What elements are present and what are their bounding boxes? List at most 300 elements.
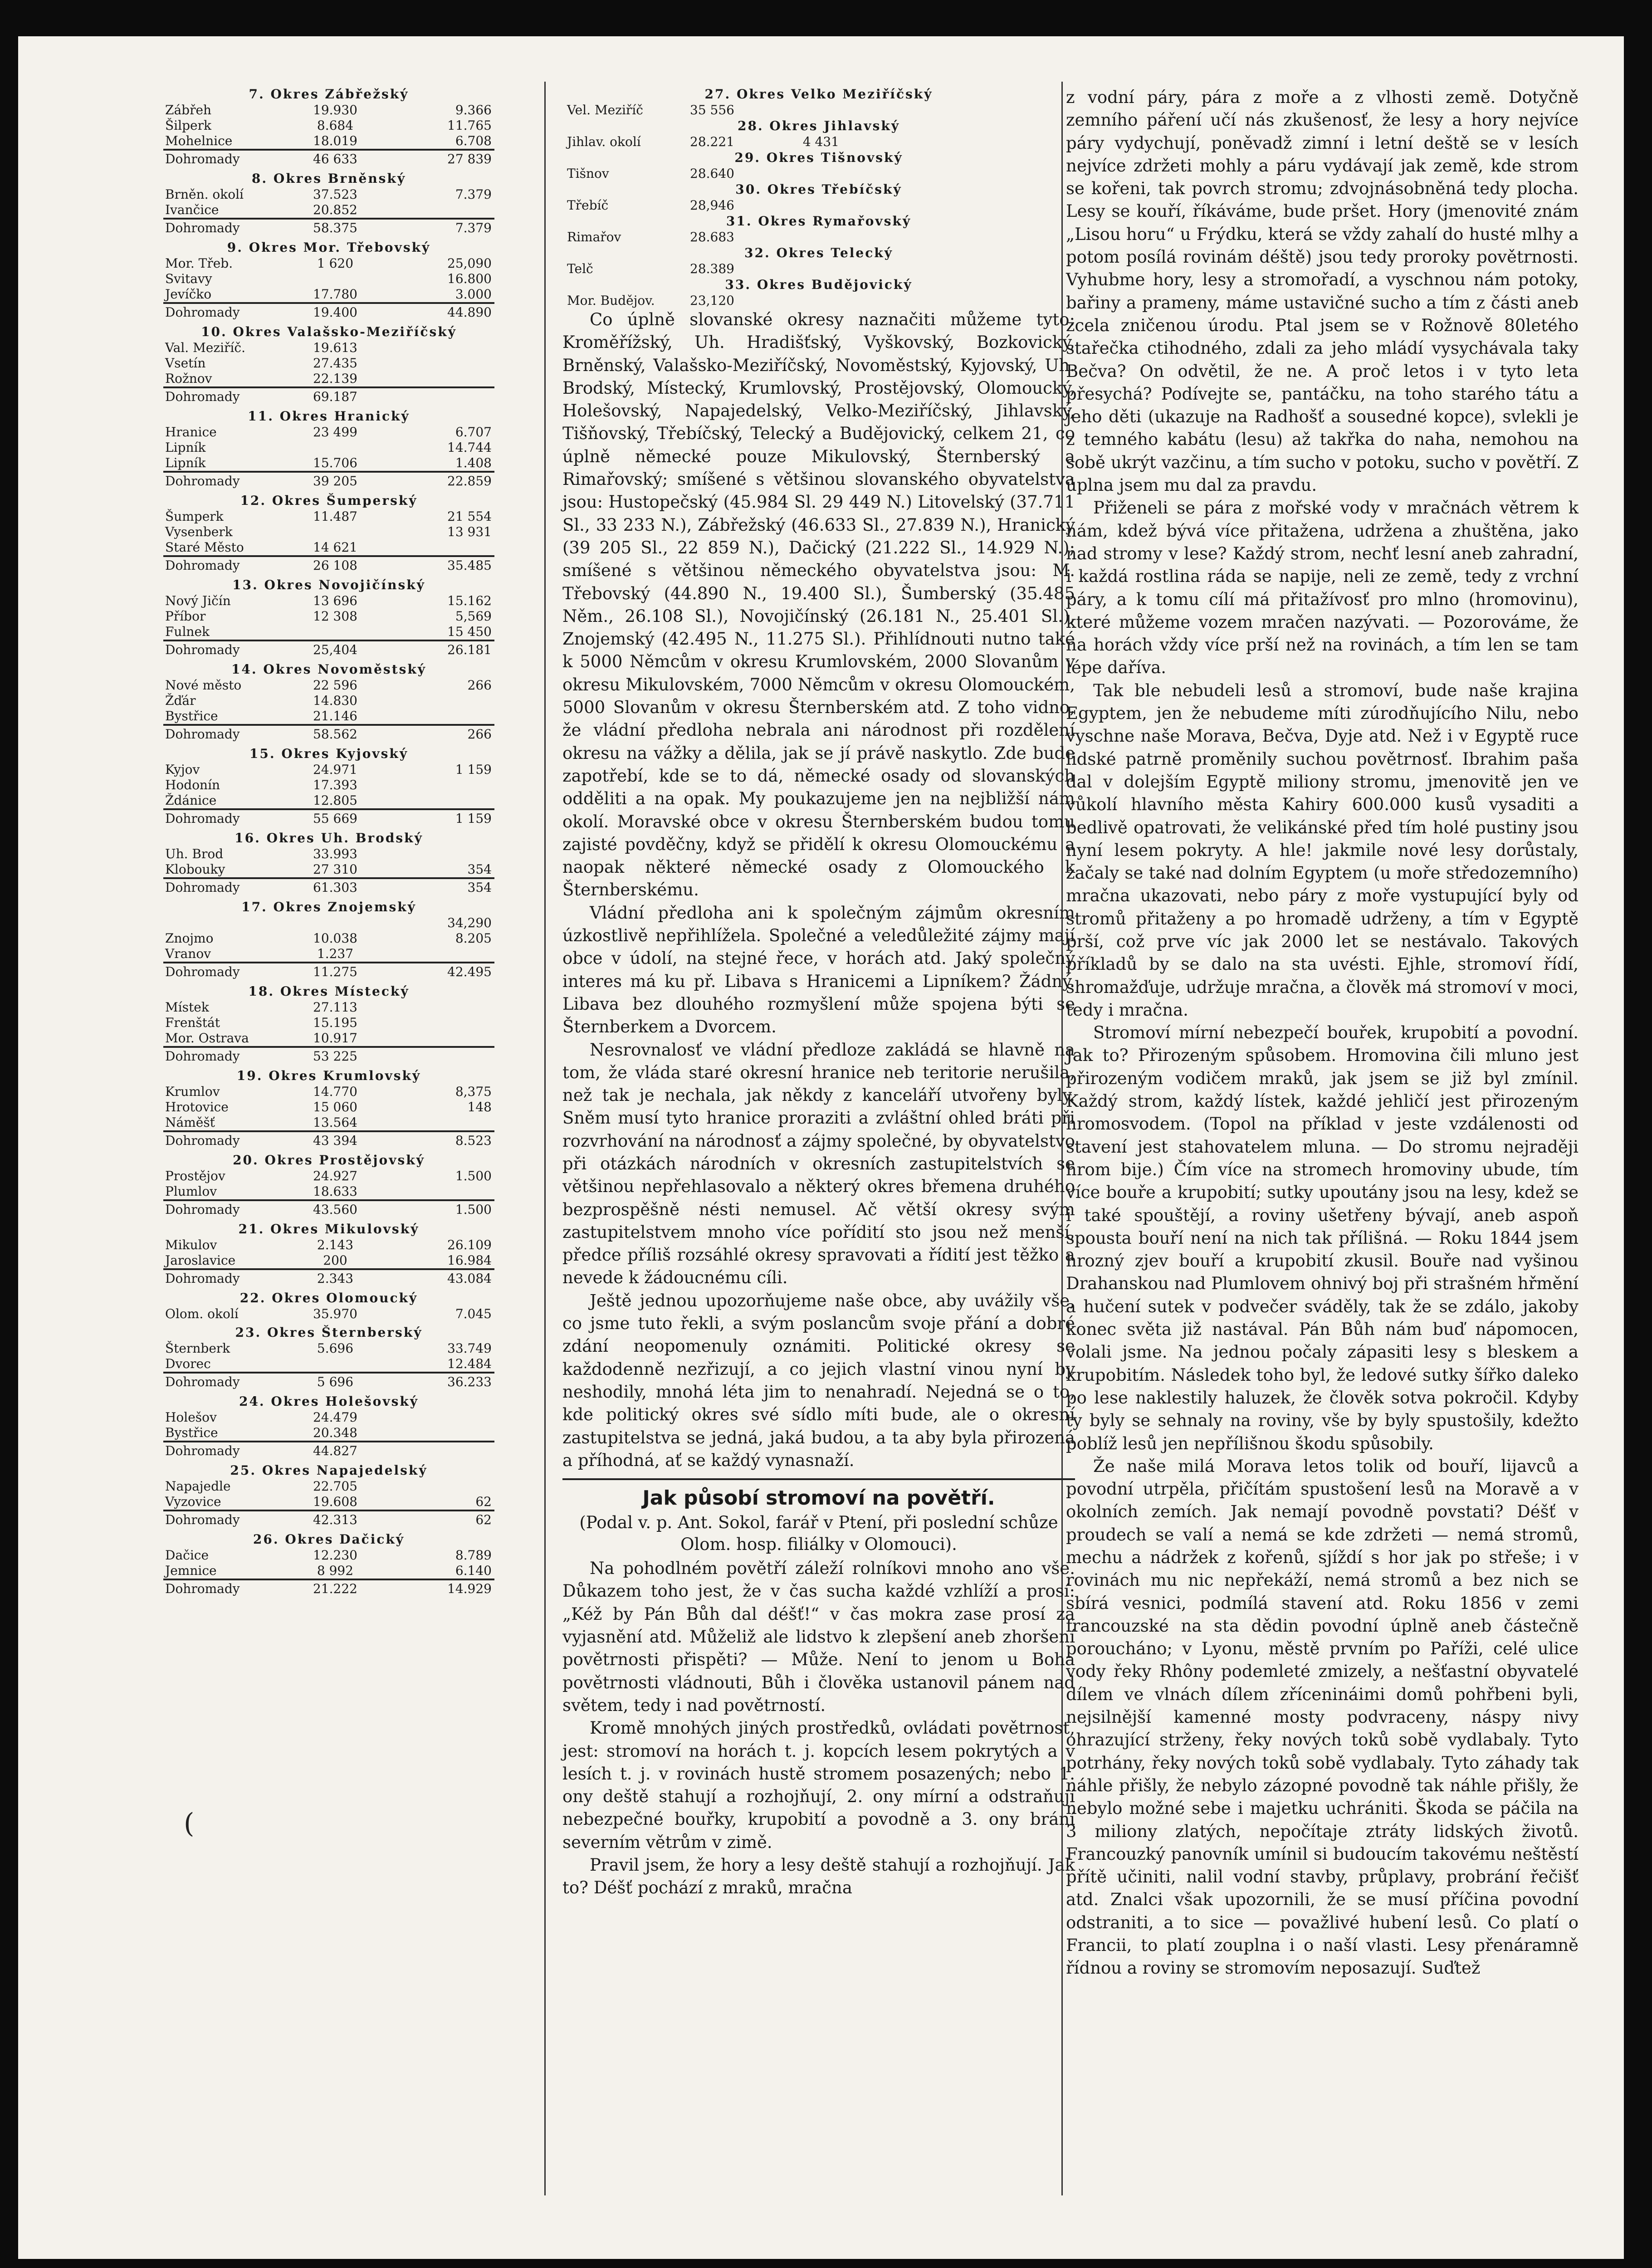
total-slavic: 5 696 (317, 1374, 354, 1389)
place-name: Jemnice (165, 1563, 217, 1578)
total-german: 8.523 (455, 1133, 492, 1148)
total-german: 44.890 (447, 305, 492, 320)
district-total-row (163, 1199, 494, 1218)
district-table (163, 1531, 494, 1598)
german-count (392, 709, 492, 724)
slavic-count: 10.917 (313, 1031, 357, 1046)
german-count: 62 (475, 1494, 492, 1509)
district-row (163, 624, 494, 640)
place-name: Jaroslavice (165, 1253, 236, 1268)
district-row (163, 1031, 494, 1046)
slavic-count: 28.221 (690, 134, 734, 149)
total-slavic: 26 108 (313, 558, 357, 573)
total-german: 7.379 (455, 220, 492, 235)
district-total-row (163, 1130, 494, 1149)
district-row (163, 540, 494, 555)
slavic-count: 20.852 (313, 202, 357, 217)
place-name: Frenštát (165, 1015, 220, 1030)
german-count: 8,375 (455, 1084, 492, 1099)
place-name: Dvorec (165, 1356, 211, 1371)
slavic-count (279, 440, 392, 455)
place-name (163, 915, 279, 931)
district-title: 28. Okres Jihlavský (737, 118, 900, 133)
place-name: Mor. Ostrava (165, 1031, 249, 1046)
district-table (562, 277, 1075, 308)
district-title: 14. Okres Novoměstský (231, 662, 427, 677)
place-name: Rožnov (165, 371, 212, 386)
district-table (562, 150, 1075, 181)
german-count (392, 1479, 492, 1494)
margin-mark: ( (184, 1808, 195, 1839)
district-total-row (163, 149, 494, 168)
place-name: Místek (165, 1000, 209, 1015)
slavic-count: 27 310 (313, 862, 357, 877)
total-slavic: 55 669 (313, 811, 357, 826)
slavic-count: 12.805 (313, 793, 357, 808)
total-label: Dohromady (165, 727, 240, 742)
district-title: 20. Okres Prostějovský (233, 1153, 425, 1168)
place-name: Brněn. okolí (165, 187, 244, 202)
district-row (163, 1494, 494, 1510)
german-count: 266 (467, 678, 492, 693)
district-table (163, 746, 494, 827)
place-name: Vel. Meziříč (567, 103, 643, 117)
german-count (767, 230, 839, 245)
article-title: Jak působí stromoví na povětří. (642, 1486, 995, 1510)
district-table (163, 983, 494, 1065)
district-row (163, 509, 494, 524)
place-name: Jevíčko (165, 287, 212, 302)
german-count (392, 777, 492, 793)
slavic-count: 23,120 (690, 293, 734, 308)
total-label: Dohromady (165, 1202, 240, 1217)
district-total-row (163, 1441, 494, 1460)
german-count (767, 103, 839, 118)
district-total-row (163, 1510, 494, 1529)
district-row (163, 1410, 494, 1425)
paragraph: Vládní předloha ani k společným zájmům okresním úzkostlivě nepřihlížela. Společné a veledůležité zájmy mají obce v údolí, na stejné řece, v horách atd. Jaký společný interes má ku př. Libava s Hranicemi a Lipníkem? Žádný. Libava bez dlouhého rozmyšlení může spojena býti se Šternberkem a Dvorcem. (562, 903, 1075, 1037)
article-paragraph: Kromě mnohých jiných prostředků, ovládati povětrnost, jest: stromoví na horách t. j. kopcích lesem pokrytých a v lesích t. j. v rovinách hustě stromem posazených; nebo 1. ony deště stahují a rozhojňují, 2. ony mírní a odstraňují nebezpečné bouřky, krupobití a povodně a 3. ony brání severním větrům v zimě. (562, 1718, 1075, 1852)
district-table (562, 245, 1075, 277)
total-slavic: 46 633 (313, 152, 357, 166)
district-table (163, 1462, 494, 1529)
district-table (163, 1290, 494, 1322)
place-name: Lipník (165, 440, 206, 455)
german-count: 1.408 (455, 455, 492, 470)
place-name: Jihlav. okolí (567, 134, 641, 149)
total-german: 22.859 (447, 474, 492, 489)
german-count (392, 340, 492, 356)
german-count (392, 1115, 492, 1130)
district-title: 7. Okres Zábřežský (249, 87, 409, 102)
place-name: Ždánice (165, 793, 217, 808)
district-row (163, 931, 494, 946)
place-name: Val. Meziříč. (165, 340, 245, 355)
district-title: 33. Okres Budějovický (725, 277, 913, 292)
article-paragraph: Pravil jsem, že hory a lesy deště stahují a rozhojňují. Jak to? Déšť pochází z mraků, mračna (562, 1855, 1075, 1898)
total-label: Dohromady (165, 389, 240, 404)
german-count (392, 356, 492, 371)
total-german: 354 (467, 880, 492, 895)
district-row (163, 862, 494, 877)
article-body-continued (1066, 86, 1579, 1980)
slavic-count: 22 596 (313, 678, 357, 693)
place-name: Fulnek (165, 624, 210, 639)
district-table (163, 493, 494, 574)
paragraph: Nesrovnalosť ve vládní předloze zakládá se hlavně na tom, že vláda staré okresní hranice neb teritorie nerušila, než tak je nechala, jak někdy z kanceláří utvořeny byly. Sněm musí tyto hranice proraziti a zvláštní ohled bráti při rozvrhování na národnosť a zájmy společné, by obyvatelstvo při otázkách národních v okresních zastupitelstvích se většinou nepřehlasovalo a některý okres břemena druhého bezprospěšně nésti nemusel. Ač větší okresy svým zastupitelstvem mnoho více pořídití sto jsou než menší, předce příliš rozsáhlé okresy spravovati a řídití jest těžko a nevede k žádoucnému cíli. (562, 1040, 1075, 1288)
slavic-count: 21.146 (313, 709, 357, 723)
district-row (163, 609, 494, 624)
district-title: 22. Okres Olomoucký (239, 1290, 418, 1305)
total-label: Dohromady (165, 880, 240, 895)
total-slavic: 58.562 (313, 727, 357, 742)
german-count (392, 540, 492, 555)
german-count: 4 431 (802, 134, 839, 149)
article-paragraph: Tak ble nebudeli lesů a stromoví, bude naše krajina Egyptem, jen že nebudeme míti zúrodňujícího Nilu, nebo vyschne naše Morava, Bečva, Dyje atd. Než i v Egyptě ruce lidské patrně proměnily suchou povětrnosť. Ibrahim paša dal v dolejším Egyptě miliony stromu, jmenovitě jen ve vůkolí hlavního města Kahiry 600.000 kusů vysaditi a bedlivě opatrovati, že velikánské před tím holé pustiny jsou nyní lesem pokryty. A hle! jakmile nové lesy dorůstaly, začaly se také nad dolním Egyptem (u moře středozemního) mračna ukazovati, nebo páry z moře vystupující byly od stromů přitaženy a po hromadě udrženy, a tím v Egyptě prší, což prve víc jak 2000 let se nestávalo. Takových příkladů by se dalo na sta uvésti. Ejhle, stromoví řídí, shromažďuje, udržuje mračna, a člověk má stromoví v moci, tedy i mračna. (1066, 680, 1579, 1020)
district-title: 15. Okres Kyjovský (249, 746, 409, 761)
slavic-count: 10.038 (313, 931, 357, 946)
district-row (163, 678, 494, 693)
district-row (163, 1100, 494, 1115)
german-count (767, 293, 839, 308)
german-count: 15.162 (447, 593, 492, 608)
german-count: 26.109 (447, 1237, 492, 1252)
district-row (163, 1548, 494, 1563)
slavic-count: 15.195 (313, 1015, 357, 1030)
district-title: 29. Okres Tišnovský (734, 150, 903, 165)
district-row (163, 1015, 494, 1031)
district-total-row (163, 724, 494, 743)
german-count: 12.484 (447, 1356, 492, 1371)
district-row (562, 261, 1075, 277)
place-name: Vysenberk (165, 524, 233, 539)
district-row (163, 455, 494, 471)
total-label: Dohromady (165, 305, 240, 320)
place-name: Krumlov (165, 1084, 220, 1099)
place-name: Mor. Budějov. (567, 293, 655, 308)
district-title: 24. Okres Holešovský (239, 1394, 419, 1409)
place-name: Hodonín (165, 777, 220, 792)
german-count (392, 793, 492, 808)
district-row (562, 166, 1075, 181)
district-row (163, 1115, 494, 1130)
article-paragraph: Že naše milá Morava letos tolik od bouří, lijavců a povodní utrpěla, přičítám spustošení lesů na Moravě a v okolních zemích. Jak nemají povodně povstati? Déšť v proudech se valí a nemá se kde zdržeti — nemá stromů, mechu a nádržek z kořenů, sjíždí s hor jak po střeše; i v rovinách mu nic nepřekáží, nemá stromů a bez nich se sbírá vesnici, podmílá stavení atd. Roku 1856 v zemi francouzské na sta dědin povodní úplně aneb částečně poroucháno; v Lyonu, městě prvním po Paříži, celé ulice vody řeky Rhôny podemleté zmizely, a nešťastní obyvatelé dílem ve vlnách dílem zřícenináimi domů pohřbeni byli, nejsilnější kamenné mosty podvraceny, náspy nivy ohrazující strženy, řeky nových toků sobě vydlabaly. Tyto potrhány, řeky nových toků sobě vydlabaly. Tyto záhady tak náhle přišly, že nebylo zázopné povodně tak náhle přišly, že nebylo možné sebe i majetku uchrániti. Škoda se páčila na 3 miliony zlatých, nepočítaje ztráty lidských životů. Francouzký panovník umínil si budoucím takovému neštěstí přítě učiniti, nalil vodní stavby, průplavy, probrání řečišť atd. Znalci však upozornili, že se musí příčina povodní odstraniti, a to sice — považlivé hubení lesů. Co platí o Francii, to platí zouplna i o naší vlasti. Lesy přenáramně řídnou a roviny se stromovím neposazují. Suďtež (1066, 1456, 1579, 1978)
district-statistics-column (163, 86, 494, 1600)
district-total-row (163, 302, 494, 321)
total-slavic: 2.343 (317, 1271, 354, 1286)
district-row (163, 187, 494, 202)
district-table (163, 1393, 494, 1460)
german-count: 6.708 (455, 133, 492, 148)
slavic-count: 17.393 (313, 777, 357, 792)
district-title: 12. Okres Šumperský (240, 493, 418, 508)
german-count (767, 261, 839, 277)
article-paragraph: z vodní páry, pára z moře a z vlhosti země. Dotyčně zemního páření učí nás zkušenosť, že lesy a hory nejvíce páry vydychují, poněvadž zimní i letní deště se v lesích nejvíce zdržeti mohly a páru vydávají jak země, kde strom se kořeni, tak povrch stromu; zdvojnásobněná tedy plocha. Lesy se kouří, říkáváme, bude pršet. Hory (jmenovité znám „Lisou horu“ u Frýdku, která se vždy zahalí do husté mlhy a potom posílá rovinám déště) jsou tedy proroky povětrnosti. Vyhubme hory, lesy a stromořadí, a vyschnou nám potoky, bařiny a prameny, máme ustavičné sucho a tím z části aneb zcela zničenou úrodu. Ptal jsem se v Rožnově 80letého stařečka ctihodného, zdali za jeho mládí vysychávala taky Bečva? On odvětil, že ne. A proč letos i v tyto leta přesychá? Podívejte se, pantáčku, na toho starého tátu a jeho děti (ukazuje na Radhošť a sousedné kopce), svlekli je z temného kabátu (lesu) až takřka do naha, nemohou na sobě ukrýt vazčinu, a tím sucho v potoku, sucho v povětří. Z úplna jsem mu dal za pravdu. (1066, 88, 1579, 495)
german-count: 7.045 (455, 1306, 492, 1321)
slavic-count: 24.927 (313, 1168, 357, 1183)
place-name: Třebíč (567, 198, 609, 213)
place-name: Lipník (165, 455, 206, 470)
place-name: Mikulov (165, 1237, 217, 1252)
newspaper-page (18, 36, 1624, 2259)
place-name: Prostějov (165, 1168, 225, 1183)
district-table (163, 830, 494, 896)
district-table (163, 324, 494, 406)
place-name: Telč (567, 261, 593, 276)
total-slavic: 11.275 (313, 964, 357, 979)
district-row (163, 1425, 494, 1441)
district-row (163, 1479, 494, 1494)
district-row (163, 1356, 494, 1372)
german-count (392, 1425, 492, 1441)
total-label: Dohromady (165, 220, 240, 235)
article-paragraph: Přiženeli se pára z mořské vody v mračnách větrem k nám, kdež bývá více přitažena, udržena a zhuštěna, jako nad stromy v lese? Každý strom, nechť lesní aneb zahradní, i každá rostlina ráda se napije, neli ze země, tedy z vrchní páry, a k tomu cílí má přitažívosť pro mlno (hromovinu), které můžeme vozem mračen nazývati. — Pozorováme, že na horách vždy více prší než na rovinách, a tím len se tam lépe daříva. (1066, 498, 1579, 678)
slavic-count: 12.230 (313, 1548, 357, 1563)
total-german: 27 839 (447, 152, 492, 166)
district-row (163, 915, 494, 931)
german-count: 21 554 (447, 509, 492, 524)
district-row (163, 118, 494, 133)
total-label: Dohromady (165, 1374, 240, 1389)
slavic-count: 2.143 (317, 1237, 354, 1252)
total-label: Dohromady (165, 1049, 240, 1064)
slavic-count: 14.830 (313, 693, 357, 708)
district-table (163, 661, 494, 743)
german-count: 34,290 (447, 915, 492, 930)
german-count (392, 1015, 492, 1031)
district-row (163, 340, 494, 356)
district-total-row (163, 218, 494, 237)
district-row (163, 1563, 494, 1579)
district-title: 25. Okres Napajedelský (230, 1463, 428, 1478)
total-label: Dohromady (165, 152, 240, 166)
district-title: 16. Okres Uh. Brodský (235, 831, 423, 846)
district-row (163, 1084, 494, 1100)
place-name: Napajedle (165, 1479, 231, 1494)
total-slavic: 21.222 (313, 1581, 357, 1596)
district-row (163, 1237, 494, 1253)
district-row (163, 202, 494, 218)
place-name: Rimařov (567, 230, 621, 244)
district-row (163, 777, 494, 793)
german-count: 9.366 (455, 103, 492, 117)
district-table (163, 899, 494, 981)
place-name: Dačice (165, 1548, 209, 1563)
slavic-count: 19.613 (313, 340, 357, 355)
slavic-count: 5.696 (317, 1341, 354, 1356)
district-title: 27. Okres Velko Meziříčský (704, 87, 933, 102)
place-name: Žďár (165, 693, 196, 708)
german-count (767, 198, 839, 213)
place-name: Mor. Třeb. (165, 256, 233, 271)
district-title: 21. Okres Mikulovský (238, 1222, 420, 1237)
slavic-count: 24.479 (313, 1410, 357, 1425)
slavic-count: 27.113 (313, 1000, 357, 1015)
total-label: Dohromady (165, 1512, 240, 1527)
german-count (392, 202, 492, 218)
district-table (163, 577, 494, 659)
place-name: Bystřice (165, 709, 218, 723)
place-name: Hranice (165, 425, 217, 440)
german-count: 8.789 (455, 1548, 492, 1563)
place-name: Vsetín (165, 356, 206, 371)
slavic-count: 18.019 (313, 133, 357, 148)
place-name: Šternberk (165, 1341, 230, 1356)
slavic-count: 12 308 (313, 609, 357, 624)
german-count: 15 450 (447, 624, 492, 639)
total-label: Dohromady (165, 1443, 240, 1458)
district-row (163, 1184, 494, 1199)
slavic-count: 15.706 (313, 455, 357, 470)
district-row (163, 693, 494, 709)
district-row (163, 271, 494, 287)
district-row (562, 293, 1075, 308)
place-name: Bystřice (165, 1425, 218, 1440)
german-count: 8.205 (455, 931, 492, 946)
district-table (163, 171, 494, 237)
german-count: 25,090 (447, 256, 492, 271)
district-title: 9. Okres Mor. Třebovský (227, 240, 431, 255)
slavic-count: 13.564 (313, 1115, 357, 1130)
district-title: 17. Okres Znojemský (241, 899, 416, 914)
total-german: 14.929 (447, 1581, 492, 1596)
total-german: 26.181 (447, 642, 492, 657)
district-row (562, 230, 1075, 245)
place-name: Olom. okolí (165, 1306, 239, 1321)
district-row (163, 287, 494, 302)
total-german (392, 1048, 492, 1065)
place-name: Zábřeh (165, 103, 212, 117)
right-column (1066, 86, 1579, 1980)
article-byline: (Podal v. p. Ant. Sokol, farář v Ptení, při poslední schůze Olom. hosp. filiálky v Olomouci). (579, 1513, 1058, 1554)
district-total-row (163, 386, 494, 406)
german-count (392, 1000, 492, 1015)
district-table (163, 1325, 494, 1391)
total-label: Dohromady (165, 558, 240, 573)
slavic-count: 20.348 (313, 1425, 357, 1440)
district-table (163, 408, 494, 490)
total-label: Dohromady (165, 474, 240, 489)
slavic-count: 13 696 (313, 593, 357, 608)
slavic-count: 19.930 (313, 103, 357, 117)
place-name: Nový Jičín (165, 593, 231, 608)
place-name: Kyjov (165, 762, 200, 777)
slavic-count: 14 621 (313, 540, 357, 555)
district-row (163, 1253, 494, 1268)
place-name: Nové město (165, 678, 242, 693)
slavic-count: 22.705 (313, 1479, 357, 1494)
total-german: 62 (475, 1512, 492, 1527)
slavic-count: 14.770 (313, 1084, 357, 1099)
slavic-count (279, 624, 392, 640)
district-table (163, 1068, 494, 1149)
total-slavic: 39 205 (313, 474, 357, 489)
german-count: 14.744 (447, 440, 492, 455)
total-label: Dohromady (165, 1271, 240, 1286)
place-name: Svitavy (165, 271, 212, 286)
slavic-count: 15 060 (313, 1100, 357, 1114)
place-name: Klobouky (165, 862, 225, 877)
district-table (562, 213, 1075, 245)
slavic-count (279, 915, 392, 931)
district-row (163, 440, 494, 455)
german-count: 6.140 (455, 1563, 492, 1578)
slavic-count: 37.523 (313, 187, 357, 202)
slavic-count: 23 499 (313, 425, 357, 440)
slavic-count: 8 992 (317, 1563, 354, 1578)
district-row (163, 709, 494, 724)
german-count (392, 371, 492, 386)
district-row (163, 762, 494, 777)
total-label: Dohromady (165, 964, 240, 979)
place-name: Šilperk (165, 118, 211, 133)
district-table (562, 181, 1075, 213)
slavic-count: 28.683 (690, 230, 734, 244)
german-count (392, 946, 492, 962)
total-label: Dohromady (165, 811, 240, 826)
slavic-count: 35 556 (690, 103, 734, 117)
place-name: Vranov (165, 946, 211, 961)
total-slavic: 44.827 (313, 1443, 357, 1458)
district-table (562, 86, 1075, 118)
district-title: 11. Okres Hranický (248, 409, 410, 424)
slavic-count: 28.640 (690, 166, 734, 181)
district-title: 30. Okres Třebíčský (735, 182, 902, 197)
place-name: Náměšť (165, 1115, 215, 1130)
districts-commentary (562, 308, 1075, 1472)
place-name: Uh. Brod (165, 846, 224, 861)
district-title: 32. Okres Telecký (744, 245, 893, 260)
slavic-count: 17.780 (313, 287, 357, 302)
district-row (562, 134, 1075, 150)
district-total-row (163, 555, 494, 574)
place-name: Příbor (165, 609, 206, 624)
place-name: Hrotovice (165, 1100, 229, 1114)
district-table (163, 86, 494, 168)
total-german (392, 388, 492, 406)
german-count (392, 1410, 492, 1425)
place-name: Šumperk (165, 509, 224, 524)
district-row (163, 356, 494, 371)
german-count: 148 (467, 1100, 492, 1114)
total-label: Dohromady (165, 1133, 240, 1148)
district-title: 10. Okres Valašsko-Meziříčský (201, 324, 457, 339)
district-row (163, 1306, 494, 1322)
district-row (163, 371, 494, 386)
german-count: 7.379 (455, 187, 492, 202)
slavic-count: 28,946 (690, 198, 734, 213)
district-row (163, 1341, 494, 1356)
slavic-count: 22.139 (313, 371, 357, 386)
total-german: 1.500 (455, 1202, 492, 1217)
german-count: 1 159 (455, 762, 492, 777)
german-count: 11.765 (447, 118, 492, 133)
total-slavic: 58.375 (313, 220, 357, 235)
german-count: 16.800 (447, 271, 492, 286)
german-count: 13 931 (447, 524, 492, 539)
total-german: 35.485 (447, 558, 492, 573)
total-label: Dohromady (165, 1581, 240, 1596)
article-body-start (562, 1557, 1075, 1899)
total-german: 266 (467, 727, 492, 742)
district-total-row (163, 877, 494, 896)
district-statistics-continued (562, 86, 1075, 308)
district-row (163, 593, 494, 609)
slavic-count: 1.237 (317, 946, 354, 961)
district-row (163, 524, 494, 540)
district-row (163, 133, 494, 149)
total-german: 36.233 (447, 1374, 492, 1389)
